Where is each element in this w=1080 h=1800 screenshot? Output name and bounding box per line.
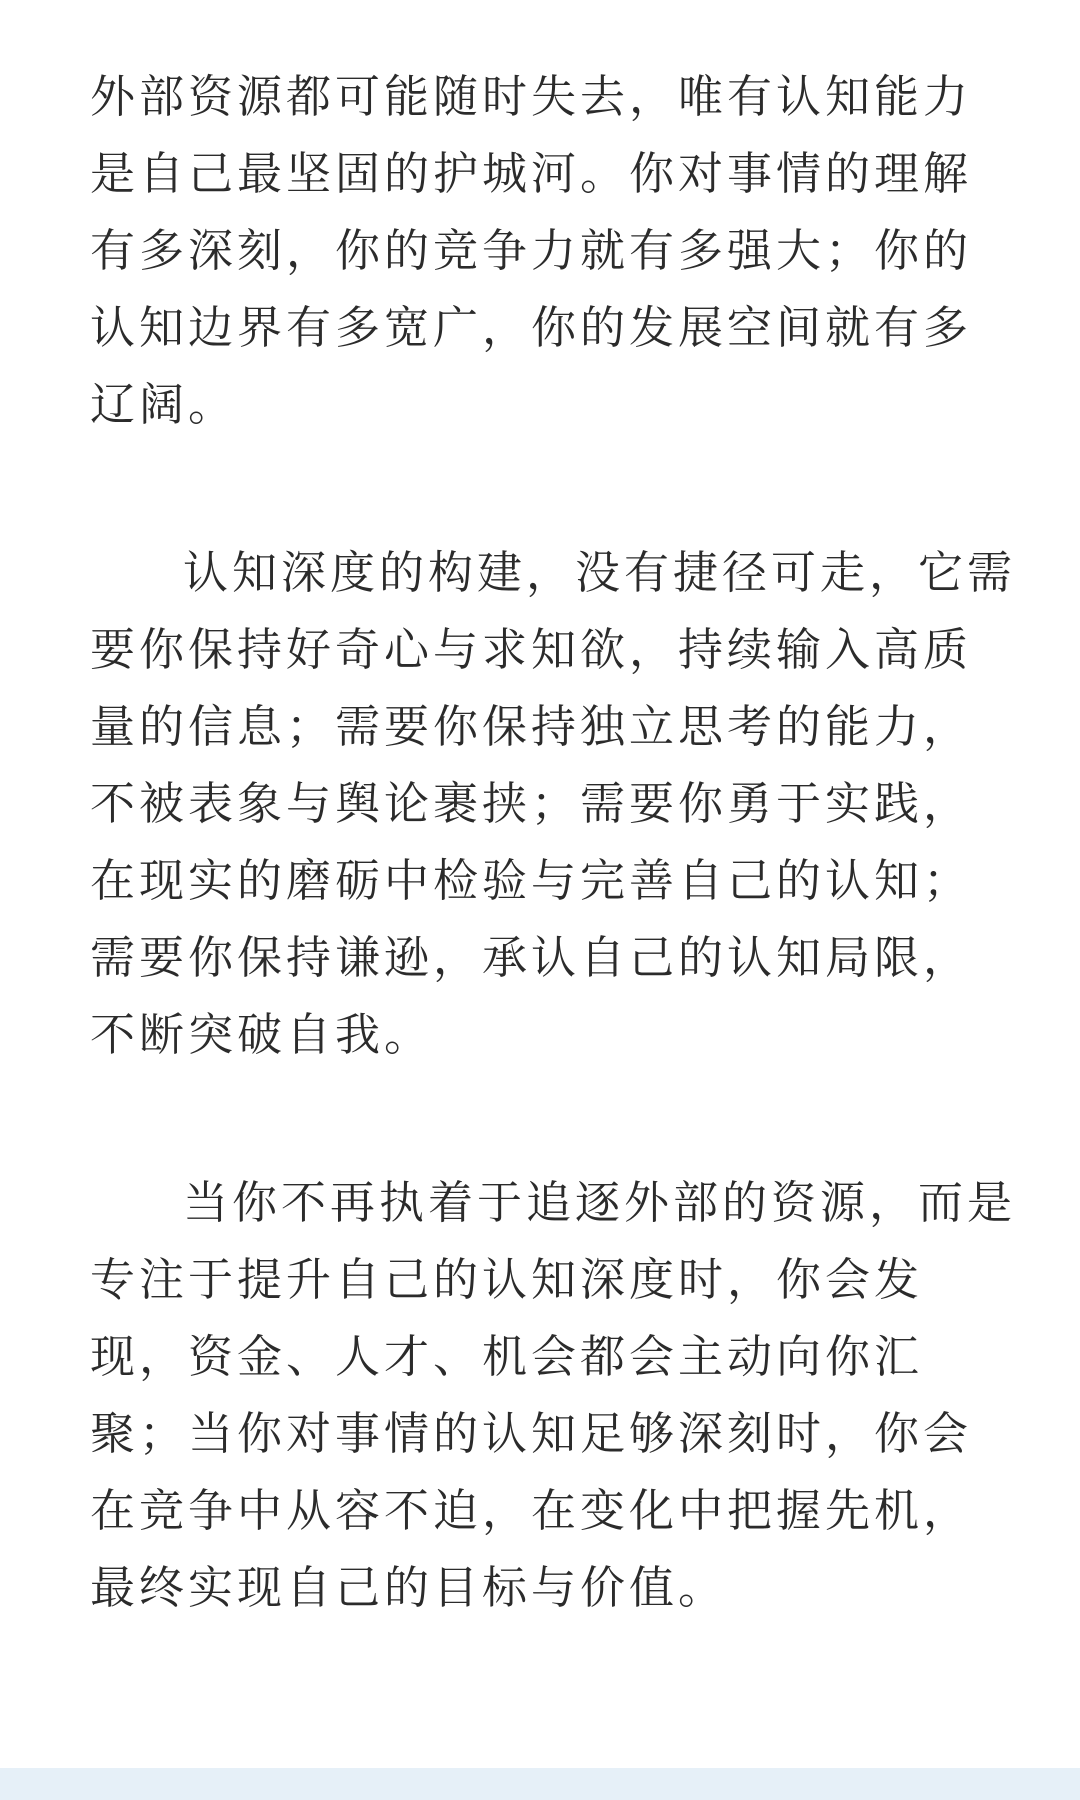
text-line: 有多深刻，你的竞争力就有多强大；你的	[90, 224, 973, 277]
text-line: 在现实的磨砺中检验与完善自己的认知；	[90, 854, 973, 907]
bottom-band	[0, 1768, 1080, 1800]
text-line: 辽阔。	[90, 378, 238, 431]
text-line: 认知深度的构建，没有捷径可走，它需	[183, 546, 1017, 599]
paragraph-gap	[90, 1073, 1000, 1164]
text-line: 需要你保持谦逊，承认自己的认知局限，	[90, 931, 973, 984]
paragraph-gap	[90, 443, 1000, 534]
text-line: 最终实现自己的目标与价值。	[90, 1561, 728, 1614]
text-line: 当你不再执着于追逐外部的资源，而是	[183, 1176, 1017, 1229]
text-line: 是自己最坚固的护城河。你对事情的理解	[90, 147, 973, 200]
text-line: 专注于提升自己的认知深度时，你会发	[90, 1253, 924, 1306]
paragraph-3	[90, 1164, 1017, 1626]
text-line: 量的信息；需要你保持独立思考的能力，	[90, 700, 973, 753]
article-body	[90, 58, 1017, 1626]
paragraph-1	[90, 58, 1000, 443]
text-line: 外部资源都可能随时失去，唯有认知能力	[90, 70, 973, 123]
text-line: 在竞争中从容不迫，在变化中把握先机，	[90, 1484, 973, 1537]
text-line: 认知边界有多宽广，你的发展空间就有多	[90, 301, 973, 354]
text-line: 聚；当你对事情的认知足够深刻时，你会	[90, 1407, 973, 1460]
text-line: 现，资金、人才、机会都会主动向你汇	[90, 1330, 924, 1383]
paragraph-2	[90, 534, 1017, 1073]
text-line: 不被表象与舆论裹挟；需要你勇于实践，	[90, 777, 973, 830]
text-line: 不断突破自我。	[90, 1008, 434, 1061]
text-line: 要你保持好奇心与求知欲，持续输入高质	[90, 623, 973, 676]
